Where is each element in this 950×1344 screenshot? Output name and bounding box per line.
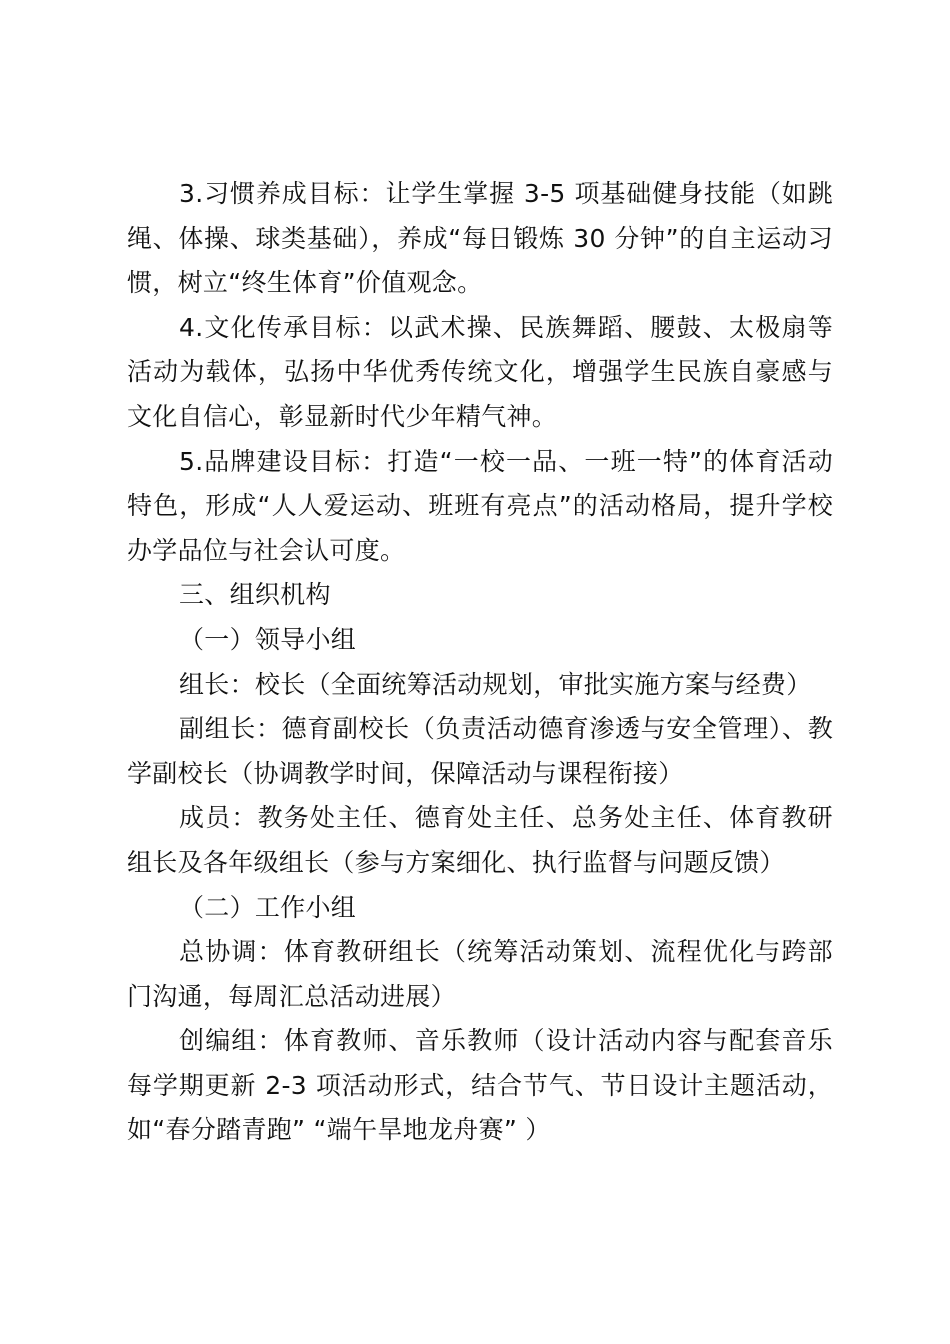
paragraph-deputy-leaders: 副组长：德育副校长（负责活动德育渗透与安全管理）、教学副校长（协调教学时间，保障活动与课程衔接） — [127, 714, 833, 788]
paragraph-leader: 组长：校长（全面统筹活动规划，审批实施方案与经费） — [179, 669, 812, 699]
document-body — [127, 172, 833, 1153]
paragraph-choreography-group: 创编组：体育教师、音乐教师（设计活动内容与配套音乐每学期更新 2-3 项活动形式，结合节气、节日设计主题活动，如“春分踏青跑” “端午旱地龙舟赛” ） — [127, 1026, 833, 1145]
subsection-heading-leadership: （一）领导小组 — [179, 624, 357, 654]
paragraph-coordinator: 总协调：体育教研组长（统筹活动策划、流程优化与跨部门沟通，每周汇总活动进展） — [127, 937, 833, 1011]
section-heading-organization: 三、组织机构 — [179, 580, 331, 610]
subsection-heading-working-group: （二）工作小组 — [179, 892, 357, 922]
paragraph-brand-goal: 5.品牌建设目标：打造“一校一品、一班一特”的体育活动特色，形成“人人爱运动、班班有亮点”的活动格局，提升学校办学品位与社会认可度。 — [127, 446, 833, 565]
paragraph-members: 成员：教务处主任、德育处主任、总务处主任、体育教研组长及各年级组长（参与方案细化、执行监督与问题反馈） — [127, 803, 833, 877]
paragraph-habit-goal: 3.习惯养成目标：让学生掌握 3-5 项基础健身技能（如跳绳、体操、球类基础），养成“每日锻炼 30 分钟”的自主运动习惯，树立“终生体育”价值观念。 — [127, 179, 833, 298]
paragraph-culture-goal: 4.文化传承目标：以武术操、民族舞蹈、腰鼓、太极扇等活动为载体，弘扬中华优秀传统文化，增强学生民族自豪感与文化自信心，彰显新时代少年精气神。 — [127, 312, 833, 431]
